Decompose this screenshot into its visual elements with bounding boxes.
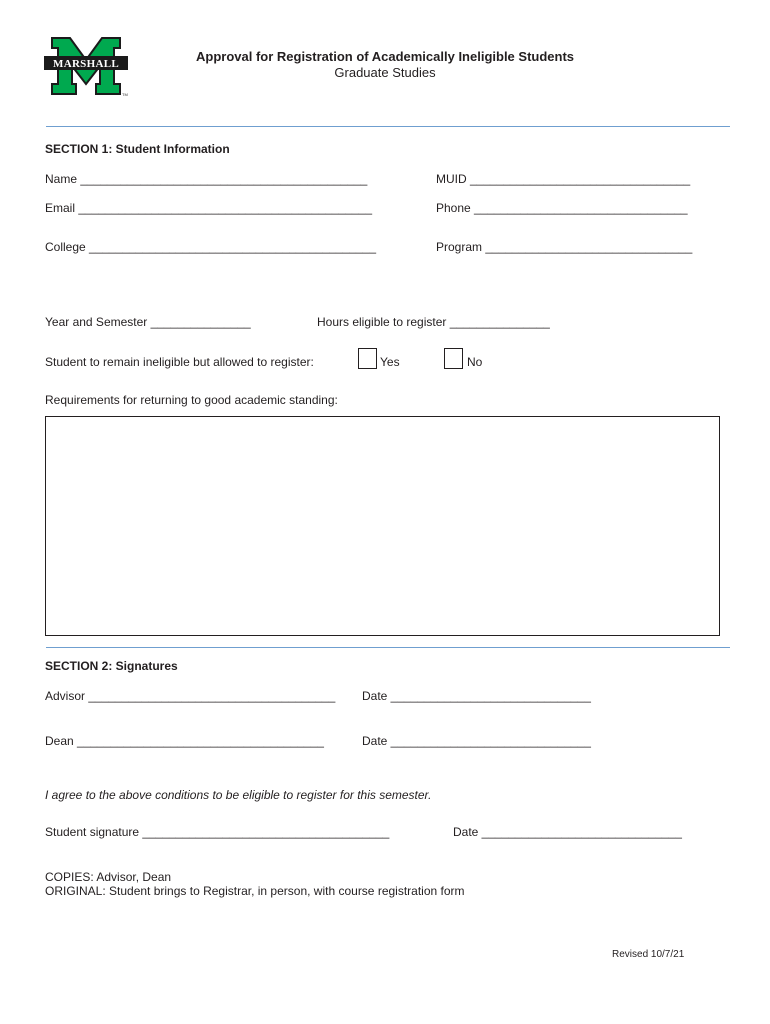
form-subtitle: Graduate Studies bbox=[334, 65, 436, 80]
requirements-label: Requirements for returning to good academic standing: bbox=[45, 393, 338, 407]
dean-signature-field[interactable]: Dean _____________________________________ bbox=[45, 734, 324, 748]
phone-field[interactable]: Phone ________________________________ bbox=[436, 201, 688, 215]
year-semester-field[interactable]: Year and Semester _______________ bbox=[45, 315, 251, 329]
no-checkbox[interactable] bbox=[444, 348, 463, 369]
advisor-signature-field[interactable]: Advisor _____________________________________ bbox=[45, 689, 336, 703]
section2-heading: SECTION 2: Signatures bbox=[45, 659, 178, 673]
svg-text:MARSHALL: MARSHALL bbox=[53, 58, 119, 70]
hours-eligible-field[interactable]: Hours eligible to register _______________ bbox=[317, 315, 550, 329]
original-note: ORIGINAL: Student brings to Registrar, in person, with course registration form bbox=[45, 884, 465, 898]
yes-label: Yes bbox=[380, 355, 400, 369]
student-signature-field[interactable]: Student signature _____________________________________ bbox=[45, 825, 390, 839]
revision-date: Revised 10/7/21 bbox=[612, 949, 685, 960]
copies-note: COPIES: Advisor, Dean bbox=[45, 870, 172, 884]
header-divider bbox=[46, 126, 730, 127]
no-label: No bbox=[467, 355, 483, 369]
name-field[interactable]: Name ___________________________________________ bbox=[45, 172, 368, 186]
svg-text:TM: TM bbox=[122, 92, 128, 97]
email-field[interactable]: Email ____________________________________________ bbox=[45, 201, 372, 215]
section1-heading: SECTION 1: Student Information bbox=[45, 142, 230, 156]
yes-checkbox[interactable] bbox=[358, 348, 377, 369]
college-field[interactable]: College ___________________________________________ bbox=[45, 240, 377, 254]
form-title: Approval for Registration of Academically Ineligible Students bbox=[195, 49, 575, 64]
advisor-date-field[interactable]: Date ______________________________ bbox=[362, 689, 591, 703]
program-field[interactable]: Program _______________________________ bbox=[436, 240, 693, 254]
dean-date-field[interactable]: Date ______________________________ bbox=[362, 734, 591, 748]
section-divider bbox=[46, 647, 730, 648]
student-date-field[interactable]: Date ______________________________ bbox=[453, 825, 682, 839]
remain-ineligible-label: Student to remain ineligible but allowed to register: bbox=[45, 355, 314, 369]
requirements-textarea[interactable] bbox=[45, 416, 720, 636]
agreement-text: I agree to the above conditions to be eligible to register for this semester. bbox=[45, 788, 432, 802]
muid-field[interactable]: MUID _________________________________ bbox=[436, 172, 691, 186]
